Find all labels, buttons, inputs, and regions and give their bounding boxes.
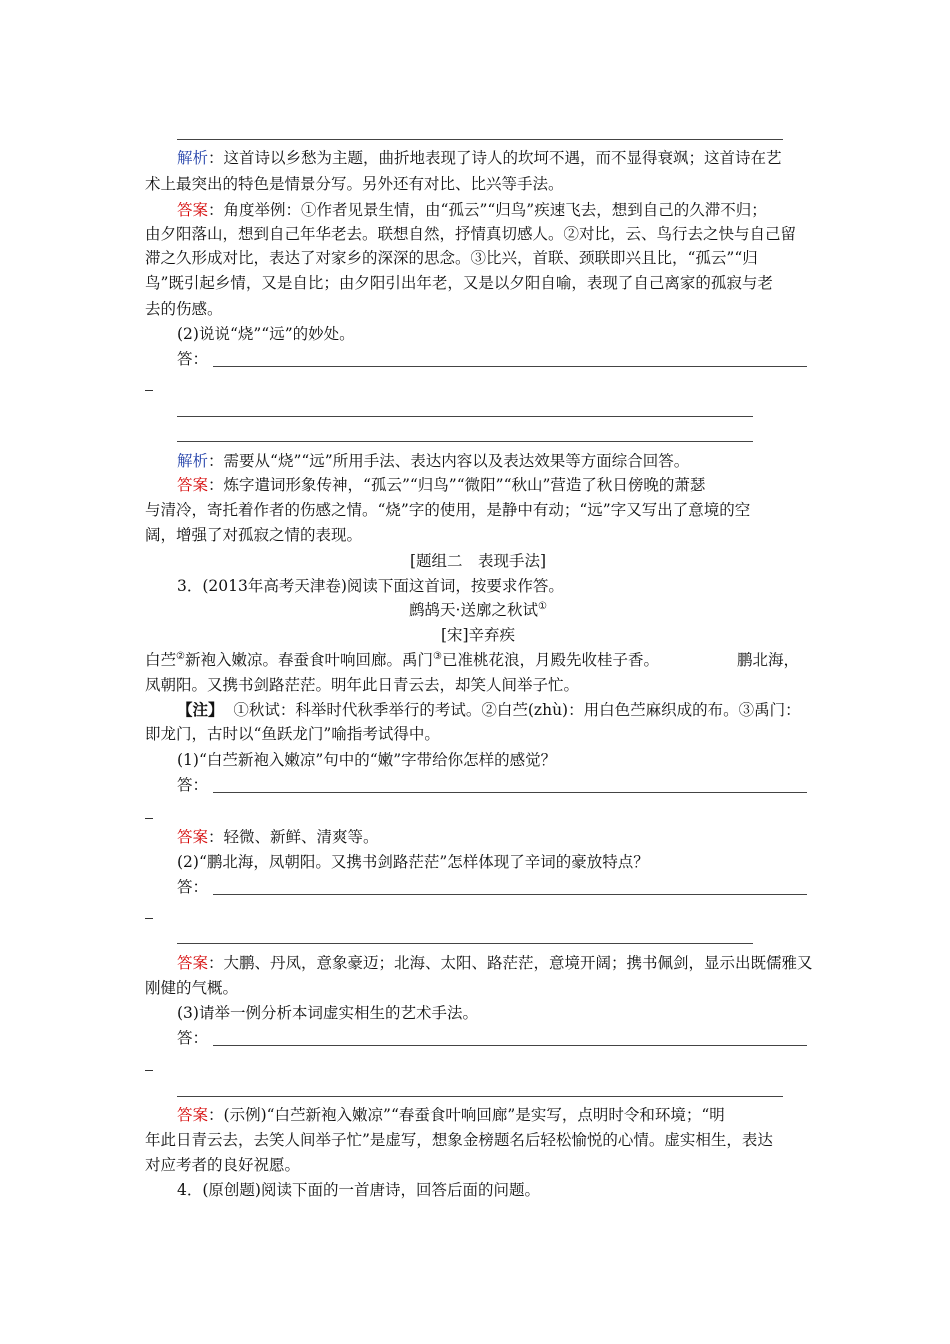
analysis-label: 解析 <box>177 149 209 167</box>
question-text: 3．(2013年高考天津卷)阅读下面这首词，按要求作答。 <box>177 577 564 595</box>
analysis-text: 术上最突出的特色是情景分写。另外还有对比、比兴等手法。 <box>145 175 564 193</box>
answer-text: 滞之久形成对比，表达了对家乡的深深的思念。③比兴，首联、颈联即兴且比，“孤云”“归 <box>145 249 758 267</box>
answer-blank <box>177 943 753 944</box>
poem-line: 凤朝阳。又携书剑路茫茫。明年此日青云去，却笑人间举子忙。 <box>145 676 580 694</box>
analysis-line: 解析：需要从“烧”“远”所用手法、表达内容以及表达效果等方面综合回答。 <box>177 452 690 470</box>
answer-text: 阔，增强了对孤寂之情的表现。 <box>145 526 363 544</box>
answer-text: 鸟”既引起乡情，又是自比；由夕阳引出年老，又是以夕阳自喻，表现了自己离家的孤寂与老 <box>145 274 773 292</box>
analysis-label: 解析 <box>177 452 209 470</box>
question-text: (2)说说“烧”“远”的妙处。 <box>177 325 355 343</box>
answer-text: 对应考者的良好祝愿。 <box>145 1156 301 1174</box>
answer-label: 答案 <box>177 1106 209 1124</box>
section-heading: [题组二 表现手法] <box>409 552 547 570</box>
analysis-line: 解析：这首诗以乡愁为主题，曲折地表现了诗人的坎坷不遇，而不显得衰飒；这首诗在艺 <box>177 149 782 167</box>
line-tick <box>145 390 153 391</box>
answer-text: 大鹏、丹凤，意象豪迈；北海、太阳、路茫茫，意境开阔；携书佩剑，显示出既儒雅又 <box>223 954 813 972</box>
note-text: 即龙门，古时以“鱼跃龙门”喻指考试得中。 <box>145 725 440 743</box>
answer-text: 由夕阳落山，想到自己年华老去。联想自然，抒情真切感人。②对比，云、鸟行去之快与自己留 <box>145 225 797 243</box>
question-text: (3)请举一例分析本词虚实相生的艺术手法。 <box>177 1004 478 1022</box>
answer-line: 答案：角度举例：①作者见景生情，由“孤云”“归鸟”疾速飞去，想到自己的久滞不归； <box>177 201 767 219</box>
answer-blank <box>213 366 807 367</box>
question-text: (1)“白苎新袍入嫩凉”句中的“嫩”字带给你怎样的感觉？ <box>177 751 557 769</box>
answer-label: 答案 <box>177 201 209 219</box>
question-text: 4．(原创题)阅读下面的一首唐诗，回答后面的问题。 <box>177 1181 540 1199</box>
poem-text: 新袍入嫩凉。春蚕食叶响回廊。禹门 <box>184 651 433 669</box>
poem-title <box>145 598 811 622</box>
answer-prompt: 答： <box>177 776 209 794</box>
footnote-marker: ② <box>176 651 185 662</box>
poem-author: [宋]辛弃疾 <box>440 626 516 644</box>
answer-line: 答案：炼字遣词形象传神，“孤云”“归鸟”“微阳”“秋山”营造了秋日傍晚的萧瑟 <box>177 476 706 494</box>
answer-prompt: 答： <box>177 1029 209 1047</box>
poem-text: 已准桃花浪，月殿先收桂子香。 <box>441 651 659 669</box>
answer-prompt: 答： <box>177 350 209 368</box>
answer-blank <box>177 441 753 442</box>
answer-text: 角度举例：①作者见景生情，由“孤云”“归鸟”疾速飞去，想到自己的久滞不归； <box>223 201 767 219</box>
question-text: (2)“鹏北海，凤朝阳。又携书剑路茫茫”怎样体现了辛词的豪放特点？ <box>177 853 649 871</box>
answer-text: 年此日青云去，去笑人间举子忙”是虚写，想象金榜题名后轻松愉悦的心情。虚实相生，表达 <box>145 1131 773 1149</box>
answer-text: 与清冷，寄托着作者的伤感之情。“烧”字的使用，是静中有动；“远”字又写出了意境的空 <box>145 501 751 519</box>
answer-line: 答案：轻微、新鲜、清爽等。 <box>177 828 379 846</box>
answer-line: 答案：大鹏、丹凤，意象豪迈；北海、太阳、路茫茫，意境开阔；携书佩剑，显示出既儒雅又 <box>177 954 813 972</box>
line-tick <box>145 1070 153 1071</box>
poem-title-text: 鹧鸪天·送廓之秋试 <box>409 601 538 619</box>
answer-blank <box>213 894 807 895</box>
poem-text: 白苎 <box>145 651 177 669</box>
answer-blank <box>177 1096 783 1097</box>
poem-line <box>145 648 659 672</box>
answer-line: 答案：(示例)“白苎新袍入嫩凉”“春蚕食叶响回廊”是实写，点明时令和环境；“明 <box>177 1106 725 1124</box>
footnote-marker: ① <box>537 601 547 612</box>
answer-blank <box>177 416 753 417</box>
answer-text: 去的伤感。 <box>145 300 223 318</box>
note-label: 【注】 <box>177 700 224 719</box>
footnote-marker: ③ <box>433 651 442 662</box>
line-tick <box>145 918 153 919</box>
answer-text: (示例)“白苎新袍入嫩凉”“春蚕食叶响回廊”是实写，点明时令和环境；“明 <box>223 1106 725 1124</box>
answer-label: 答案 <box>177 828 209 846</box>
answer-label: 答案 <box>177 954 209 972</box>
answer-rule <box>177 139 783 140</box>
poem-text: 鹏北海， <box>737 651 800 669</box>
analysis-text: 这首诗以乡愁为主题，曲折地表现了诗人的坎坷不遇，而不显得衰飒；这首诗在艺 <box>223 149 782 167</box>
answer-text: 刚健的气概。 <box>145 979 239 997</box>
answer-blank <box>213 1045 807 1046</box>
note-text: ①秋试：科举时代秋季举行的考试。②白苎(zhù)：用白色苎麻织成的布。③禹门： <box>233 701 801 719</box>
answer-blank <box>213 792 807 793</box>
analysis-text: 需要从“烧”“远”所用手法、表达内容以及表达效果等方面综合回答。 <box>223 452 690 470</box>
note-line <box>177 698 801 722</box>
answer-text: 炼字遣词形象传神，“孤云”“归鸟”“微阳”“秋山”营造了秋日傍晚的萧瑟 <box>223 476 706 494</box>
answer-label: 答案 <box>177 476 209 494</box>
answer-text: 轻微、新鲜、清爽等。 <box>223 828 379 846</box>
line-tick <box>145 818 153 819</box>
answer-prompt: 答： <box>177 878 209 896</box>
